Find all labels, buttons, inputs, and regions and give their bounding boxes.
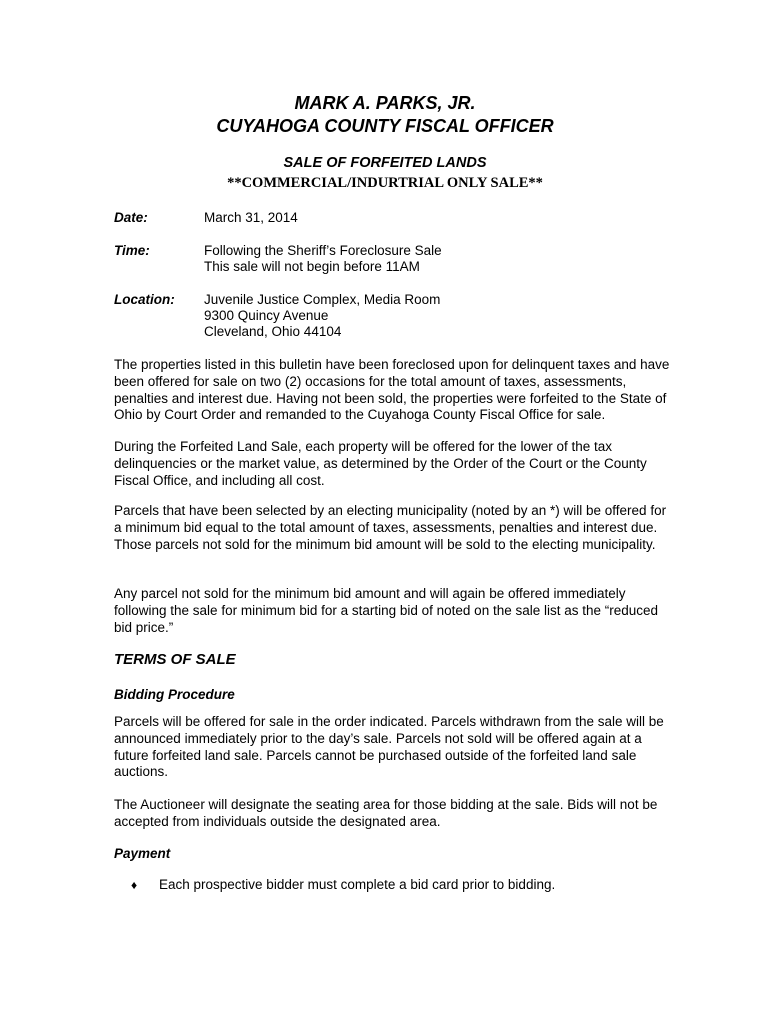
offering-paragraph: During the Forfeited Land Sale, each property will be offered for the lower of the tax delinquencies or the market value, as determined by the Order of the Court or the County Fiscal Office, and including all cost. xyxy=(114,439,647,488)
time-label: Time: xyxy=(114,243,150,258)
office-title: CUYAHOGA COUNTY FISCAL OFFICER xyxy=(216,116,554,136)
intro-paragraph: The properties listed in this bulletin have been foreclosed upon for delinquent taxes and have been offered for sale on two (2) occasions for the total amount of taxes, assessments, penalties and interest due. Having not been sold, the properties were forfeited to the State of Ohio by Court Order and remanded to the Cuyahoga County Fiscal Office for sale. xyxy=(114,357,670,423)
sale-type: **COMMERCIAL/INDURTRIAL ONLY SALE** xyxy=(227,175,543,191)
bidding-paragraph-2: The Auctioneer will designate the seating area for those bidding at the sale. Bids will not be accepted from individuals outside the designated area. xyxy=(114,797,658,829)
bidding-heading: Bidding Procedure xyxy=(114,687,235,702)
official-name: MARK A. PARKS, JR. xyxy=(294,93,476,113)
municipality-paragraph: Parcels that have been selected by an electing municipality (noted by an *) will be offered for a minimum bid equal to the total amount of taxes, assessments, penalties and interest due. Those parcels not sold for the minimum bid amount will be sold to the electing municipality. xyxy=(114,503,667,552)
sale-title: SALE OF FORFEITED LANDS xyxy=(283,155,487,171)
date-label: Date: xyxy=(114,210,148,225)
reduced-bid-paragraph: Any parcel not sold for the minimum bid amount and will again be offered immediately following the sale for minimum bid for a starting bid of noted on the sale list as the “reduced bid price.” xyxy=(114,586,659,635)
diamond-bullet-icon: ♦ xyxy=(131,878,138,892)
bidding-paragraph-1: Parcels will be offered for sale in the order indicated. Parcels withdrawn from the sale will be announced immediately prior to the day’s sale. Parcels not sold will be offered again at a future forfeited land sale. Parcels cannot be purchased outside of the forfeited land sale auctions. xyxy=(114,714,664,780)
location-line-2: 9300 Quincy Avenue xyxy=(204,308,329,323)
payment-heading: Payment xyxy=(114,846,171,861)
terms-heading: TERMS OF SALE xyxy=(114,651,236,668)
location-line-1: Juvenile Justice Complex, Media Room xyxy=(204,292,441,307)
time-line-2: This sale will not begin before 11AM xyxy=(204,259,420,274)
date-value: March 31, 2014 xyxy=(204,210,298,225)
time-line-1: Following the Sheriff’s Foreclosure Sale xyxy=(204,243,442,258)
location-line-3: Cleveland, Ohio 44104 xyxy=(204,324,342,339)
location-label: Location: xyxy=(114,292,175,307)
payment-bullet-1: Each prospective bidder must complete a bid card prior to bidding. xyxy=(159,877,556,892)
